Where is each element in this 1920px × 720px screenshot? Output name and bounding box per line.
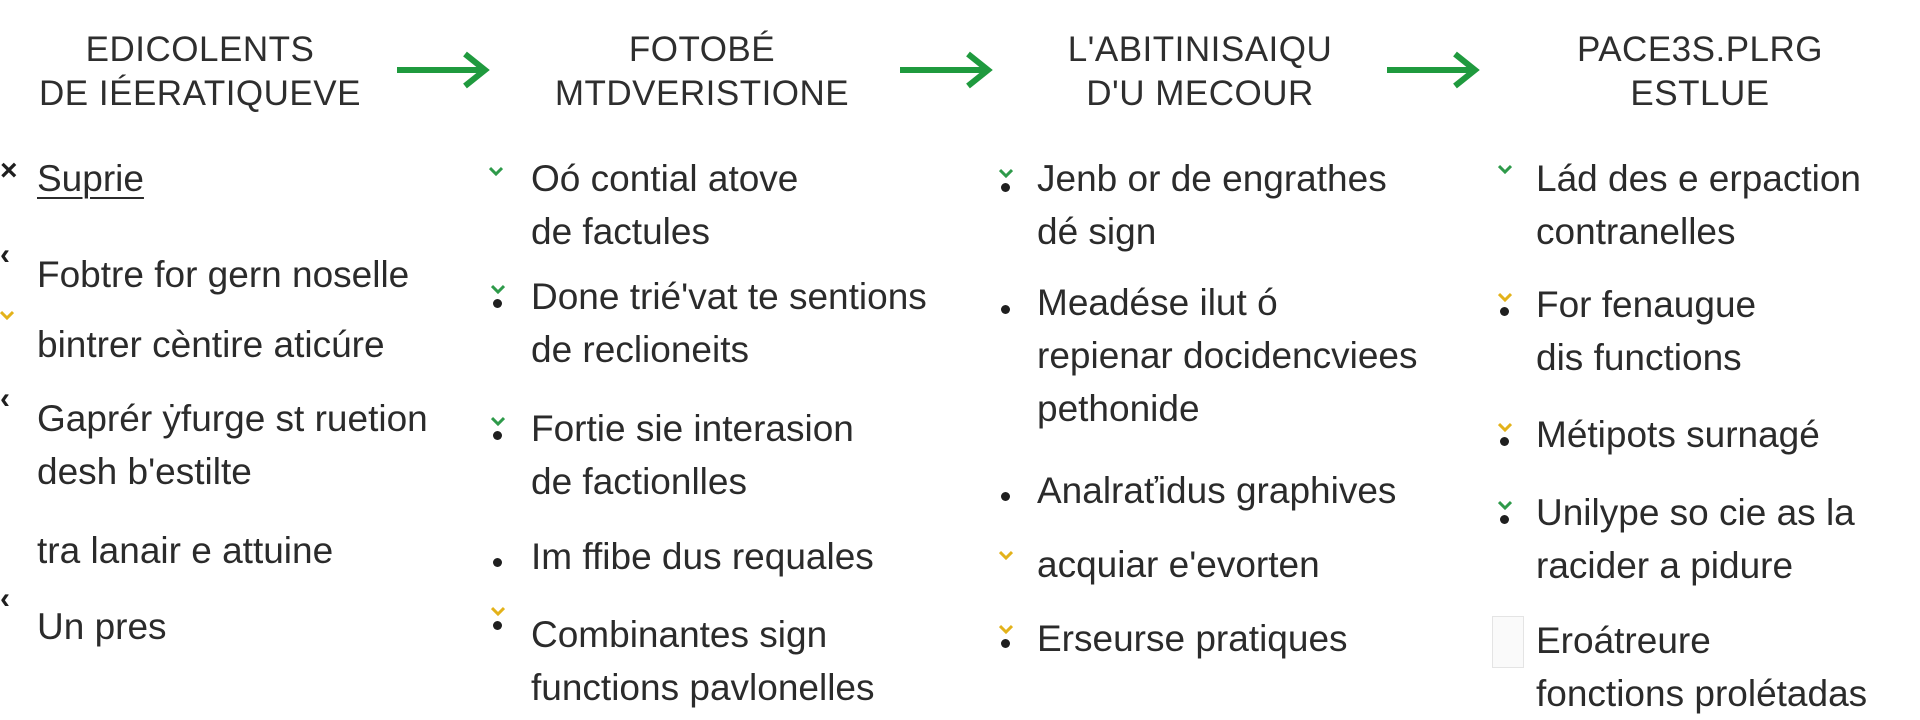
list-item-text: Métipots surnagé xyxy=(1536,414,1820,455)
list-item xyxy=(1536,486,1920,592)
list-item-text: Jenb or de engrathes xyxy=(1037,158,1387,199)
chevron-icon xyxy=(491,284,505,294)
list-item-text: Suprie xyxy=(37,158,144,199)
list-item-text: Meadése ilut ó xyxy=(1037,282,1278,323)
chevron-icon xyxy=(1498,422,1512,432)
bullet-dot-icon xyxy=(1500,307,1509,316)
list-item xyxy=(37,318,497,371)
chevron-icon xyxy=(1498,500,1512,510)
list-item-text: Fortie sie interasion xyxy=(531,408,854,449)
stage-2-title-line-2: MTDVERISTIONE xyxy=(554,74,850,113)
arrow-right-icon xyxy=(1385,50,1485,90)
list-item-text: bintrer cèntire aticúre xyxy=(37,324,385,365)
list-item-text: de factionlles xyxy=(531,461,747,502)
list-item-text: repienar docidencviees xyxy=(1037,335,1418,376)
list-item-text: de reclioneits xyxy=(531,329,750,370)
arrow-right-icon xyxy=(898,50,998,90)
stage-4-title xyxy=(1500,28,1900,116)
stage-1-title-line-2: DE IÉERATIQUEVE xyxy=(39,74,361,113)
list-item xyxy=(37,524,497,577)
list-item-text: desh b'estilte xyxy=(37,451,252,492)
list-item xyxy=(1536,408,1920,461)
bullet-dot-icon xyxy=(1500,437,1509,446)
list-item-text: Analraťidus graphives xyxy=(1037,470,1397,511)
bullet-dot-icon xyxy=(1500,515,1509,524)
x-icon: ‹ xyxy=(0,382,10,415)
chevron-icon xyxy=(1498,292,1512,302)
list-item xyxy=(1536,614,1920,720)
list-item xyxy=(1037,538,1497,591)
stage-3-title xyxy=(1000,28,1400,116)
list-item-text: Lád des e erpaction xyxy=(1536,158,1862,199)
x-icon: × xyxy=(0,154,18,187)
list-item xyxy=(1037,612,1497,665)
list-item xyxy=(37,600,497,653)
list-item-text: fonctions prolétadas xyxy=(1536,673,1868,714)
stage-3-title-line-2: D'U MECOUR xyxy=(1086,74,1314,113)
list-item-text: contranelles xyxy=(1536,211,1736,252)
list-item-text: Fobtre for gern noselle xyxy=(37,254,410,295)
chevron-icon xyxy=(999,168,1013,178)
list-item xyxy=(531,152,991,258)
list-item xyxy=(531,530,991,583)
list-item-text: dis functions xyxy=(1536,337,1742,378)
list-item xyxy=(531,270,991,376)
list-item xyxy=(531,608,991,714)
list-item-text: pethonide xyxy=(1037,388,1200,429)
list-item xyxy=(37,152,497,205)
list-item xyxy=(1037,276,1497,435)
x-icon: ‹ xyxy=(0,238,10,271)
stage-2-title-line-1: FOTOBÉ xyxy=(628,30,776,69)
chevron-icon xyxy=(999,624,1013,634)
stage-3-title-line-1: L'ABITINISAIQU xyxy=(1067,30,1333,69)
list-item-text: tra lanair e attuine xyxy=(37,530,334,571)
list-item xyxy=(531,402,991,508)
bullet-dot-icon xyxy=(1001,639,1010,648)
list-item-text: Done trié'vat te sentions xyxy=(531,276,927,317)
stage-2-title xyxy=(502,28,902,116)
stage-4-title-line-2: ESTLUE xyxy=(1630,74,1770,113)
list-item xyxy=(1037,464,1497,517)
list-item-text: Oó contial atove xyxy=(531,158,799,199)
list-item xyxy=(37,248,497,301)
list-item-text: Unilype so cie as la xyxy=(1536,492,1855,533)
box-icon xyxy=(1492,616,1524,668)
stage-1-title-line-1: EDICOLENTS xyxy=(85,30,315,69)
bullet-dot-icon xyxy=(1001,183,1010,192)
bullet-dot-icon xyxy=(1001,305,1010,314)
bullet-dot-icon xyxy=(493,431,502,440)
x-icon: ‹ xyxy=(0,582,10,615)
list-item-text: Gaprér ẏfurge st ruetion xyxy=(37,398,428,439)
list-item-text: Erseurse pratiques xyxy=(1037,618,1348,659)
chevron-icon xyxy=(1498,164,1512,174)
list-item-text: Un pres xyxy=(37,606,167,647)
arrow-right-icon xyxy=(395,50,495,90)
chevron-icon xyxy=(489,166,503,176)
bullet-dot-icon xyxy=(493,621,502,630)
bullet-dot-icon xyxy=(1001,492,1010,501)
list-item-text: functions pavlonelles xyxy=(531,667,875,708)
list-item-text: Combinantes sign xyxy=(531,614,828,655)
bullet-dot-icon xyxy=(493,558,502,567)
chevron-icon xyxy=(999,550,1013,560)
list-item-text: Im ffibe dus requales xyxy=(531,536,874,577)
chevron-icon xyxy=(491,606,505,616)
list-item xyxy=(37,392,497,498)
list-item-text: Eroátreure xyxy=(1536,620,1711,661)
stage-4-title-line-1: PACE3S.PLRG xyxy=(1576,30,1824,69)
chevron-icon xyxy=(491,416,505,426)
chevron-icon xyxy=(0,310,14,320)
list-item-text: de factules xyxy=(531,211,710,252)
list-item xyxy=(1536,278,1920,384)
list-item-text: racider a pidure xyxy=(1536,545,1794,586)
list-item-text: dé sign xyxy=(1037,211,1157,252)
list-item-text: acquiar e'evorten xyxy=(1037,544,1320,585)
list-item-text: For fenaugue xyxy=(1536,284,1757,325)
stage-1-title xyxy=(0,28,400,116)
list-item xyxy=(1037,152,1497,258)
list-item xyxy=(1536,152,1920,258)
bullet-dot-icon xyxy=(493,299,502,308)
